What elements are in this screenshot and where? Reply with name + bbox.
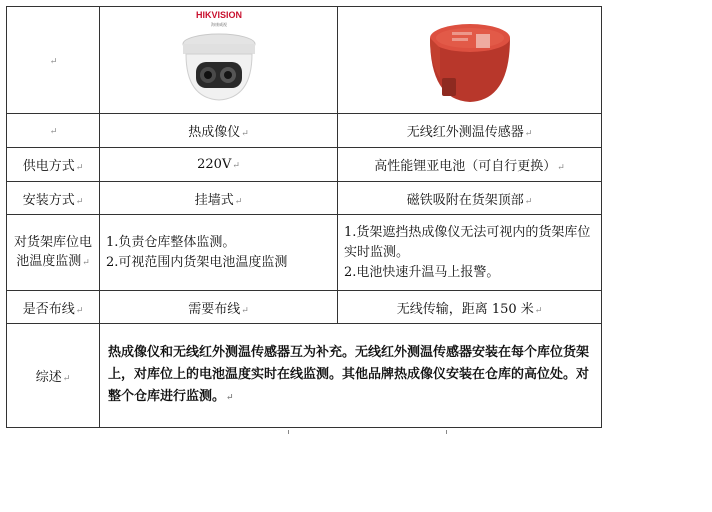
power-row — [7, 148, 602, 182]
header-empty-cell: ↵ — [7, 114, 100, 148]
thermal-camera-image — [164, 8, 274, 108]
wiring-row — [7, 291, 602, 324]
svg-text:海康威视: 海康威视 — [210, 22, 227, 27]
image-row — [7, 7, 602, 114]
header-row — [7, 114, 602, 148]
row-label-summary: 综述↵ — [7, 324, 100, 428]
monitor-camera: 1.负责仓库整体监测。 2.可视范围内货架电池温度监测 — [100, 215, 338, 291]
ruler-tick — [446, 430, 447, 434]
wiring-camera: 需要布线↵ — [100, 291, 338, 324]
wireless-sensor-image — [420, 8, 520, 108]
empty-corner-cell: ↵ — [7, 7, 100, 114]
camera-image-cell — [100, 7, 338, 114]
row-label-monitor: 对货架库位电池温度监测↵ — [7, 215, 100, 291]
camera-brand-logo: HIKVISION — [195, 10, 242, 20]
power-camera: 220V↵ — [100, 148, 338, 182]
power-sensor: 高性能锂亚电池（可自行更换）↵ — [338, 148, 602, 182]
install-camera: 挂墙式↵ — [100, 182, 338, 215]
summary-row — [7, 324, 602, 428]
col-wireless-sensor: 无线红外测温传感器↵ — [338, 114, 602, 148]
wiring-sensor: 无线传输，距离 150 米↵ — [338, 291, 602, 324]
install-row — [7, 182, 602, 215]
row-label-install: 安装方式↵ — [7, 182, 100, 215]
monitor-row — [7, 215, 602, 291]
ruler-tick — [288, 430, 289, 434]
row-label-wiring: 是否布线↵ — [7, 291, 100, 324]
comparison-table — [6, 6, 602, 428]
summary-text: 热成像仪和无线红外测温传感器互为补充。无线红外测温传感器安装在每个库位货架上，对库位上的电池温度实时在线监测。其他品牌热成像仪安装在仓库的高位处。对整个仓库进行监测。↵ — [100, 324, 602, 428]
monitor-sensor: 1.货架遮挡热成像仪无法可视内的货架库位实时监测。 2.电池快速升温马上报警。 — [338, 215, 602, 291]
install-sensor: 磁铁吸附在货架顶部↵ — [338, 182, 602, 215]
sensor-image-cell — [338, 7, 602, 114]
row-label-power: 供电方式↵ — [7, 148, 100, 182]
col-thermal-camera: 热成像仪↵ — [100, 114, 338, 148]
